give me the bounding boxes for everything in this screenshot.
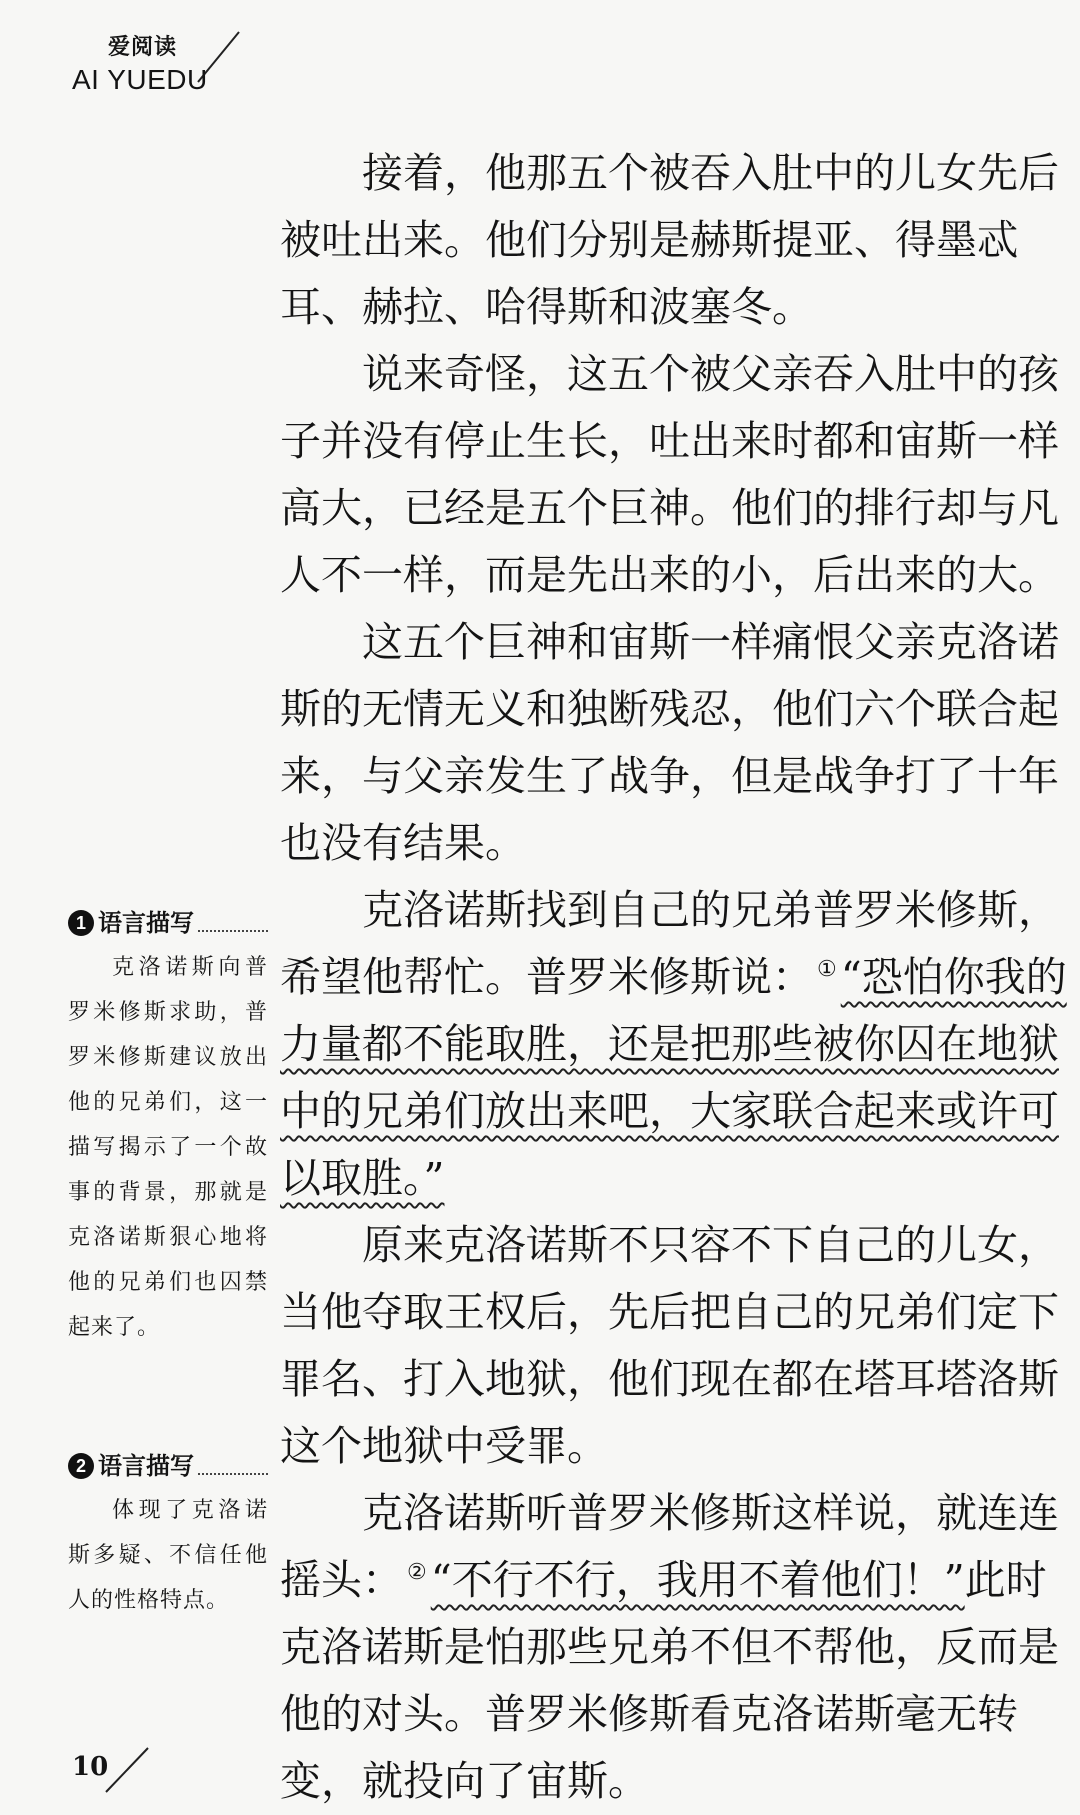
paragraph: 原来克洛诺斯不只容不下自己的儿女，当他夺取王权后，先后把自己的兄弟们定下罪名、打入地狱，他们现在都在塔耳塔洛斯这个地狱中受罪。 bbox=[280, 1221, 1059, 1470]
note-body: 克洛诺斯向普罗米修斯求助，普罗米修斯建议放出他的兄弟们，这一描写揭示了一个故事的背景，那就是克洛诺斯狠心地将他的兄弟们也囚禁起来了。 bbox=[68, 955, 268, 1340]
note-number-icon: 1 bbox=[68, 910, 94, 936]
paragraph bbox=[280, 1480, 1070, 1815]
page-number: 10 bbox=[72, 1752, 109, 1782]
main-text bbox=[280, 140, 1070, 1815]
annotated-quote-2: “不行不行，我用不着他们！” bbox=[430, 1556, 965, 1604]
paragraph-text: 此时克洛诺斯是怕那些兄弟不但不帮他，反而是他的对头。普罗米修斯看克洛诺斯毫无转变，就投向了宙斯。 bbox=[280, 1556, 1059, 1805]
note-title bbox=[68, 1443, 268, 1488]
side-note-2 bbox=[68, 1443, 268, 1623]
page-slash-icon bbox=[100, 1740, 160, 1800]
side-note-1 bbox=[68, 900, 268, 1350]
paragraph: 说来奇怪，这五个被父亲吞入肚中的孩子并没有停止生长，吐出来时都和宙斯一样高大，已经是五个巨神。他们的排行却与凡人不一样，而是先出来的小，后出来的大。 bbox=[280, 350, 1059, 599]
note-title-text: 语言描写 bbox=[98, 908, 194, 937]
paragraph bbox=[280, 877, 1070, 1212]
header-title-cn: 爱阅读 bbox=[108, 34, 178, 60]
leader-dots bbox=[198, 1473, 268, 1475]
paragraph: 接着，他那五个被吞入肚中的儿女先后被吐出来。他们分别是赫斯提亚、得墨忒耳、赫拉、哈得斯和波塞冬。 bbox=[280, 149, 1059, 331]
running-header bbox=[64, 24, 264, 104]
note-number-icon: 2 bbox=[68, 1453, 94, 1479]
annotated-quote-1: “恐怕你我的力量都不能取胜，还是把那些被你囚在地狱中的兄弟们放出来吧，大家联合起来或许可以取胜。” bbox=[280, 953, 1067, 1202]
header-title-en: AI YUEDU bbox=[72, 64, 208, 95]
paragraph: 这五个巨神和宙斯一样痛恨父亲克洛诺斯的无情无义和独断残忍，他们六个联合起来，与父亲发生了战争，但是战争打了十年也没有结果。 bbox=[280, 618, 1059, 867]
paragraph-text: 克洛诺斯找到自己的兄弟普罗米修斯，希望他帮忙。普罗米修斯说： bbox=[280, 886, 1059, 1001]
paragraph-text: 克洛诺斯听普罗米修斯这样说，就连连摇头： bbox=[280, 1489, 1059, 1604]
note-title-text: 语言描写 bbox=[98, 1451, 194, 1480]
note-body: 体现了克洛诺斯多疑、不信任他人的性格特点。 bbox=[68, 1498, 268, 1613]
annotation-marker-2: ② bbox=[407, 1560, 427, 1586]
note-title bbox=[68, 900, 268, 945]
leader-dots bbox=[198, 930, 268, 932]
annotation-marker-1: ① bbox=[817, 957, 837, 983]
